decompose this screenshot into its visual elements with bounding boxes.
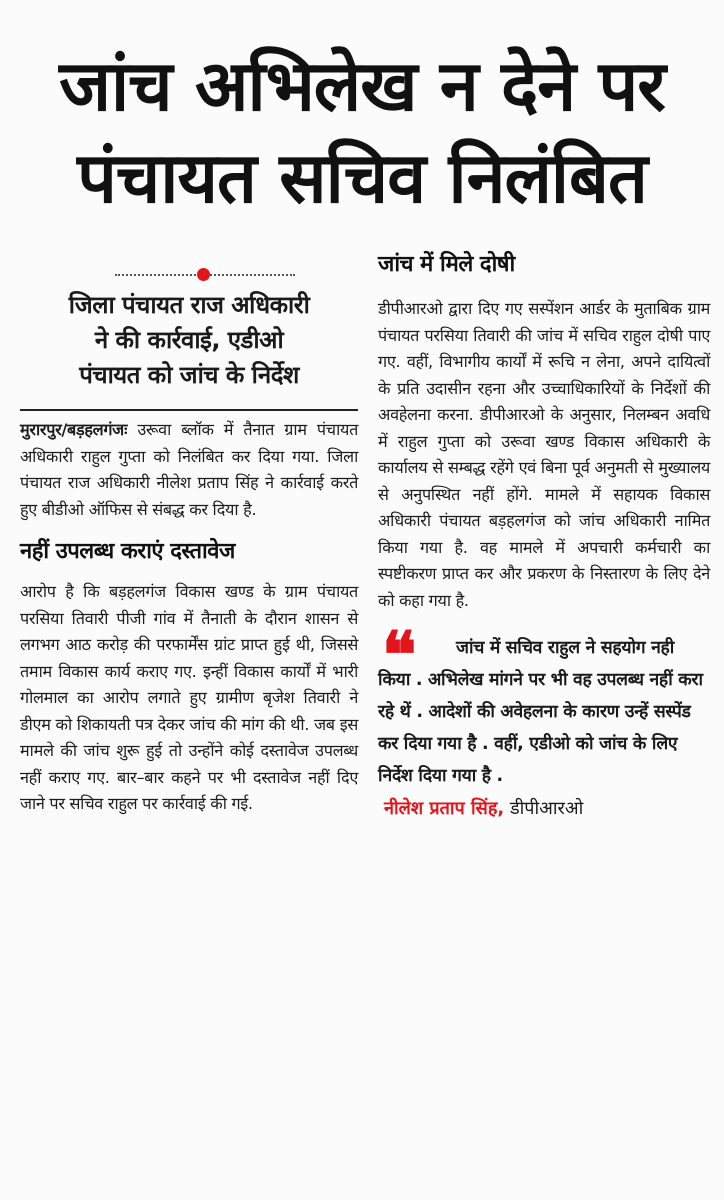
quote-author-name: नीलेश प्रताप सिंह,: [384, 798, 505, 819]
section-2-heading: जांच में मिले दोषी: [378, 252, 515, 277]
quote-text: जांच में सचिव राहुल ने सहयोग नही किया . अभिलेख मांगने पर भी वह उपलब्ध नहीं करा रहे थें . आदेशों की अवेहलना के कारण उन्हें सस्पेंड कर दिया गया है . वहीं, एडीओ को जांच के लिए निर्देश दिया गया है .: [378, 638, 703, 786]
intro-paragraph: [20, 417, 358, 523]
quote-attribution: [378, 794, 710, 824]
section-rule: [20, 409, 358, 411]
headline: [0, 40, 724, 224]
red-dot-icon: [197, 268, 210, 281]
pull-quote: [378, 618, 710, 824]
subheadline: [20, 288, 358, 393]
section-1-heading: नहीं उपलब्ध कराएं दस्तावेज: [20, 539, 235, 564]
left-column: [20, 268, 358, 818]
quote-author-role: डीपीआरओ: [504, 798, 584, 819]
headline-line-2: पंचायत सचिव निलंबित: [77, 137, 647, 219]
quote-mark-icon: ❝: [382, 618, 417, 693]
subheadline-line-3: पंचायत को जांच के निर्देश: [79, 361, 299, 389]
subheadline-line-1: जिला पंचायत राज अधिकारी: [68, 291, 310, 319]
right-column: [378, 250, 710, 824]
dotted-divider: [115, 268, 295, 282]
intro-text: उरूवा ब्लॉक में तैनात ग्राम पंचायत अधिकारी राहुल गुप्ता को निलंबित कर दिया गया. जिला पंचायत राज अधिकारी नीलेश प्रताप सिंह ने कार्रवाई करते हुए बीडीओ ऑफिस से संबद्ध कर दिया है.: [20, 420, 358, 519]
section-1-paragraph: आरोप है कि बड़हलगंज विकास खण्ड के ग्राम पंचायत परसिया तिवारी पीजी गांव में तैनाती के दौरान शासन से लगभग आठ करोड़ की परफार्मेंस ग्रांट प्राप्त हुई थी, जिससे तमाम विकास कार्य कराए गए. इन्हीं विकास कार्यों में भारी गोलमाल का आरोप लगाते हुए ग्रामीण बृजेश तिवारी ने डीएम को शिकायती पत्र देकर जांच की मांग की थी. जब इस मामले की जांच शुरू हुई तो उन्होंने कोई दस्तावेज उपलब्ध नहीं कराए गए. बार–बार कहने पर भी दस्तावेज नहीं दिए जाने पर सचिव राहुल पर कार्रवाई की गई.: [20, 582, 358, 813]
subheadline-line-2: ने की कार्रवाई, एडीओ: [94, 326, 284, 354]
section-2-paragraph: डीपीआरओ द्वारा दिए गए सस्पेंशन आर्डर के मुताबिक ग्राम पंचायत परसिया तिवारी की जांच में सचिव राहुल दोषी पाए गए. वहीं, विभागीय कार्यों में रूचि न लेना, अपने दायित्वों के प्रति उदासीन रहना और उच्चाधिकारियों के निर्देशों की अवहेलना करना. डीपीआरओ के अनुसार, निलम्बन अवधि में राहुल गुप्ता को उरूवा खण्ड विकास अधिकारी के कार्यालय से सम्बद्ध रहेंगे एवं बिना पूर्व अनुमती से मुख्यालय से अनुपस्थित नहीं होंगे. मामले में सहायक विकास अधिकारी पंचायत बड़हलगंज को जांच अधिकारी नामित किया गया है. वह मामले में अपचारी कर्मचारी का स्पष्टीकरण प्राप्त कर और प्रकरण के निस्तारण के लिए देने को कहा गया है.: [378, 299, 710, 610]
headline-line-1: जांच अभिलेख न देने पर: [59, 45, 665, 127]
dateline: मुरारपुर/बड़हलगंजः: [20, 420, 128, 439]
